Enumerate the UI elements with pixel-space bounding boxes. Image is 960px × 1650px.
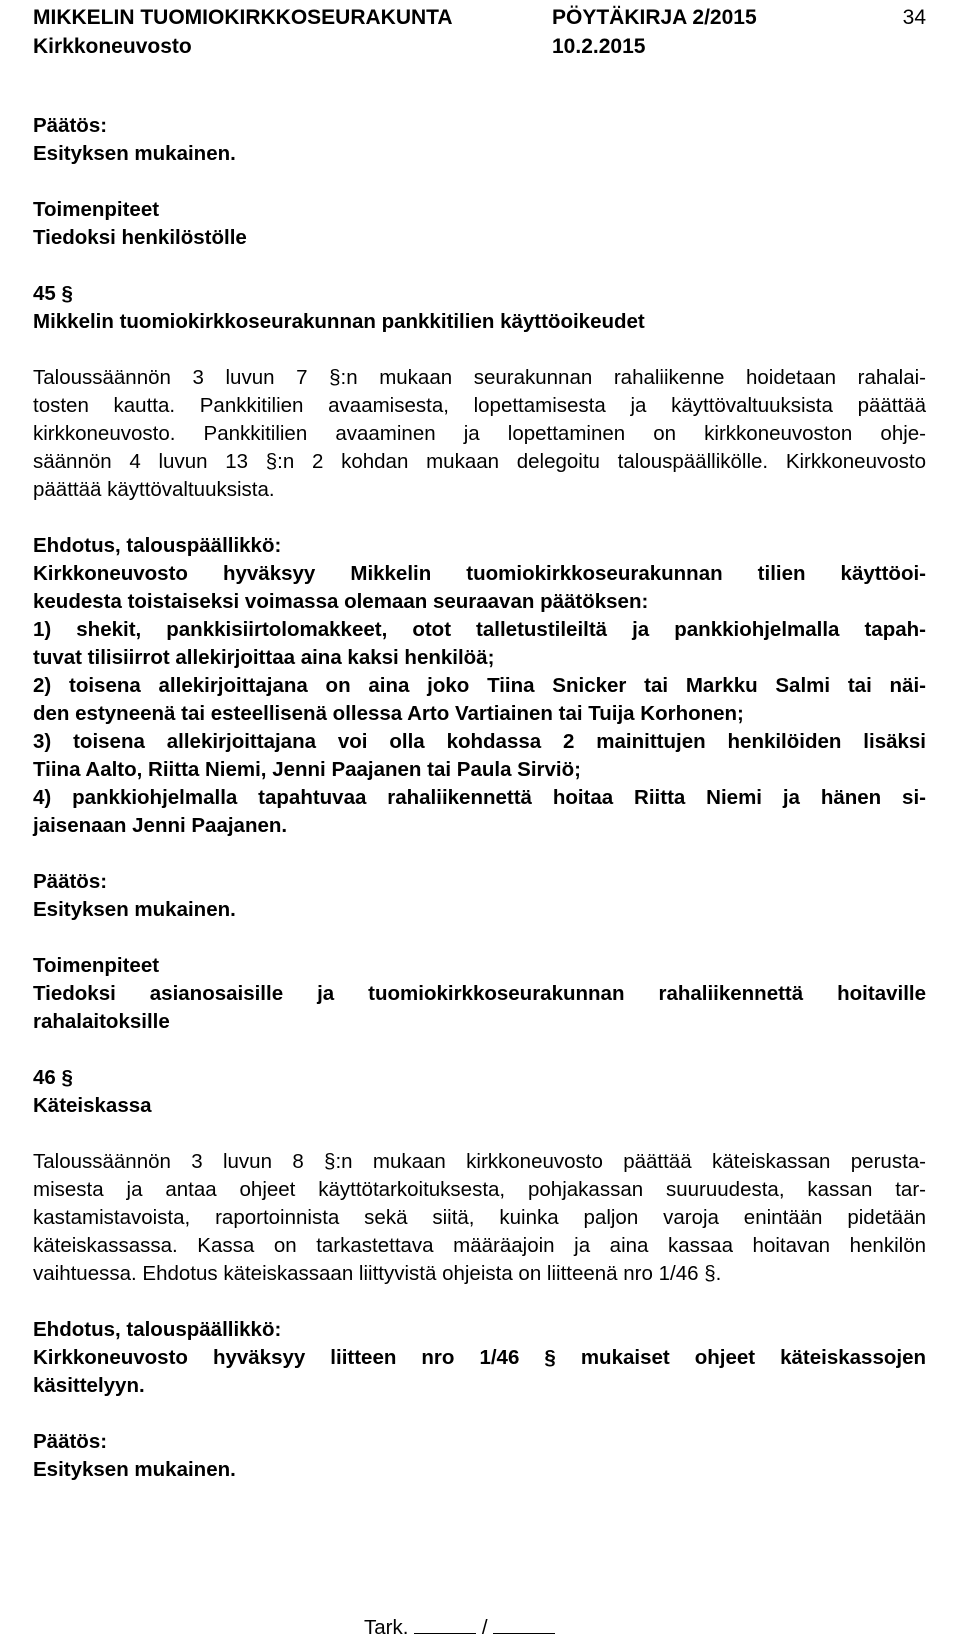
initials-separator: / (481, 1616, 488, 1639)
proposal-label: Ehdotus, talouspäällikkö: (33, 534, 282, 557)
proposal-line: Tiina Aalto, Riitta Niemi, Jenni Paajanen tai Paula Sirviö; (33, 758, 581, 781)
paragraph-line: päättää käyttövaltuuksista. (33, 478, 275, 501)
proposal-label: Ehdotus, talouspäällikkö: (33, 1318, 282, 1341)
paragraph-line: misesta ja antaa ohjeet käyttötarkoituksesta, pohjakassan suuruudesta, kassan tar- (33, 1178, 926, 1201)
previous-item-decision (33, 112, 926, 168)
proposal-line: 2) toisena allekirjoittajana on aina joko Tiina Snicker tai Markku Salmi tai näi- (33, 674, 926, 697)
actions-text: Tiedoksi henkilöstölle (33, 226, 247, 249)
proposal-line: 4) pankkiohjelmalla tapahtuvaa rahaliikennettä hoitaa Riitta Niemi ja hänen si- (33, 786, 926, 809)
actions-line: Tiedoksi asianosaisille ja tuomiokirkkoseurakunnan rahaliikennettä hoitaville (33, 982, 926, 1005)
proposal-line: Kirkkoneuvosto hyväksyy liitteen nro 1/46 § mukaiset ohjeet käteiskassojen (33, 1346, 926, 1369)
proposal-line: den estyneenä tai esteellisenä ollessa Arto Vartiainen tai Tuija Korhonen; (33, 702, 744, 725)
section-45 (33, 280, 926, 1036)
organization-name: MIKKELIN TUOMIOKIRKKOSEURAKUNTA (33, 6, 453, 29)
page-header (33, 3, 926, 63)
decision-label: Päätös: (33, 1430, 108, 1453)
review-label: Tark. (364, 1616, 409, 1639)
section-intro (33, 364, 926, 504)
decision-text: Esityksen mukainen. (33, 1458, 236, 1481)
previous-item-actions (33, 196, 926, 252)
section-decision (33, 1428, 926, 1484)
paragraph-line: vaihtuessa. Ehdotus käteiskassaan liittyvistä ohjeista on liitteenä nro 1/46 §. (33, 1262, 722, 1285)
initials-blank-2 (493, 1615, 555, 1634)
section-proposal (33, 532, 926, 840)
section-number: 46 § (33, 1066, 73, 1089)
document-title: PÖYTÄKIRJA 2/2015 (552, 6, 757, 29)
section-actions (33, 952, 926, 1036)
section-decision (33, 868, 926, 924)
section-title: Käteiskassa (33, 1094, 152, 1117)
section-title: Mikkelin tuomiokirkkoseurakunnan pankkitilien käyttöoikeudet (33, 310, 645, 333)
proposal-line: 3) toisena allekirjoittajana voi olla kohdassa 2 mainittujen henkilöiden lisäksi (33, 730, 926, 753)
section-46 (33, 1064, 926, 1484)
section-number: 45 § (33, 282, 73, 305)
paragraph-line: käteiskassassa. Kassa on tarkastettava määräajoin ja aina kassaa hoitavan henkilön (33, 1234, 926, 1257)
section-intro (33, 1148, 926, 1288)
page-number: 34 (902, 6, 926, 29)
proposal-line: 1) shekit, pankkisiirtolomakkeet, otot talletustileiltä ja pankkiohjelmalla tapah- (33, 618, 926, 641)
proposal-line: jaisenaan Jenni Paajanen. (33, 814, 288, 837)
actions-line: rahalaitoksille (33, 1010, 170, 1033)
document-body (33, 112, 926, 1484)
paragraph-line: Taloussäännön 3 luvun 8 §:n mukaan kirkkoneuvosto päättää käteiskassan perusta- (33, 1150, 926, 1173)
page-footer (364, 1614, 555, 1642)
decision-text: Esityksen mukainen. (33, 898, 236, 921)
actions-label: Toimenpiteet (33, 198, 160, 221)
decision-label: Päätös: (33, 870, 108, 893)
actions-label: Toimenpiteet (33, 954, 160, 977)
paragraph-line: Taloussäännön 3 luvun 7 §:n mukaan seurakunnan rahaliikenne hoidetaan rahalai- (33, 366, 926, 389)
section-proposal (33, 1316, 926, 1400)
paragraph-line: kastamistavoista, raportoinnista sekä siitä, kuinka paljon varoja enintään pidetään (33, 1206, 926, 1229)
paragraph-line: kirkkoneuvosto. Pankkitilien avaaminen ja lopettaminen on kirkkoneuvoston ohje- (33, 422, 926, 445)
decision-text: Esityksen mukainen. (33, 142, 236, 165)
proposal-line: keudesta toistaiseksi voimassa olemaan seuraavan päätöksen: (33, 590, 649, 613)
paragraph-line: säännön 4 luvun 13 §:n 2 kohdan mukaan delegoitu talouspäällikölle. Kirkkoneuvosto (33, 450, 926, 473)
proposal-line: Kirkkoneuvosto hyväksyy Mikkelin tuomiokirkkoseurakunnan tilien käyttöoi- (33, 562, 926, 585)
proposal-line: tuvat tilisiirrot allekirjoittaa aina kaksi henkilöä; (33, 646, 495, 669)
proposal-line: käsittelyyn. (33, 1374, 145, 1397)
decision-label: Päätös: (33, 114, 108, 137)
governing-body: Kirkkoneuvosto (33, 35, 192, 58)
meeting-date: 10.2.2015 (552, 35, 646, 58)
paragraph-line: tosten kautta. Pankkitilien avaamisesta, lopettamisesta ja käyttövaltuuksista päättää (33, 394, 926, 417)
initials-blank-1 (414, 1615, 476, 1634)
